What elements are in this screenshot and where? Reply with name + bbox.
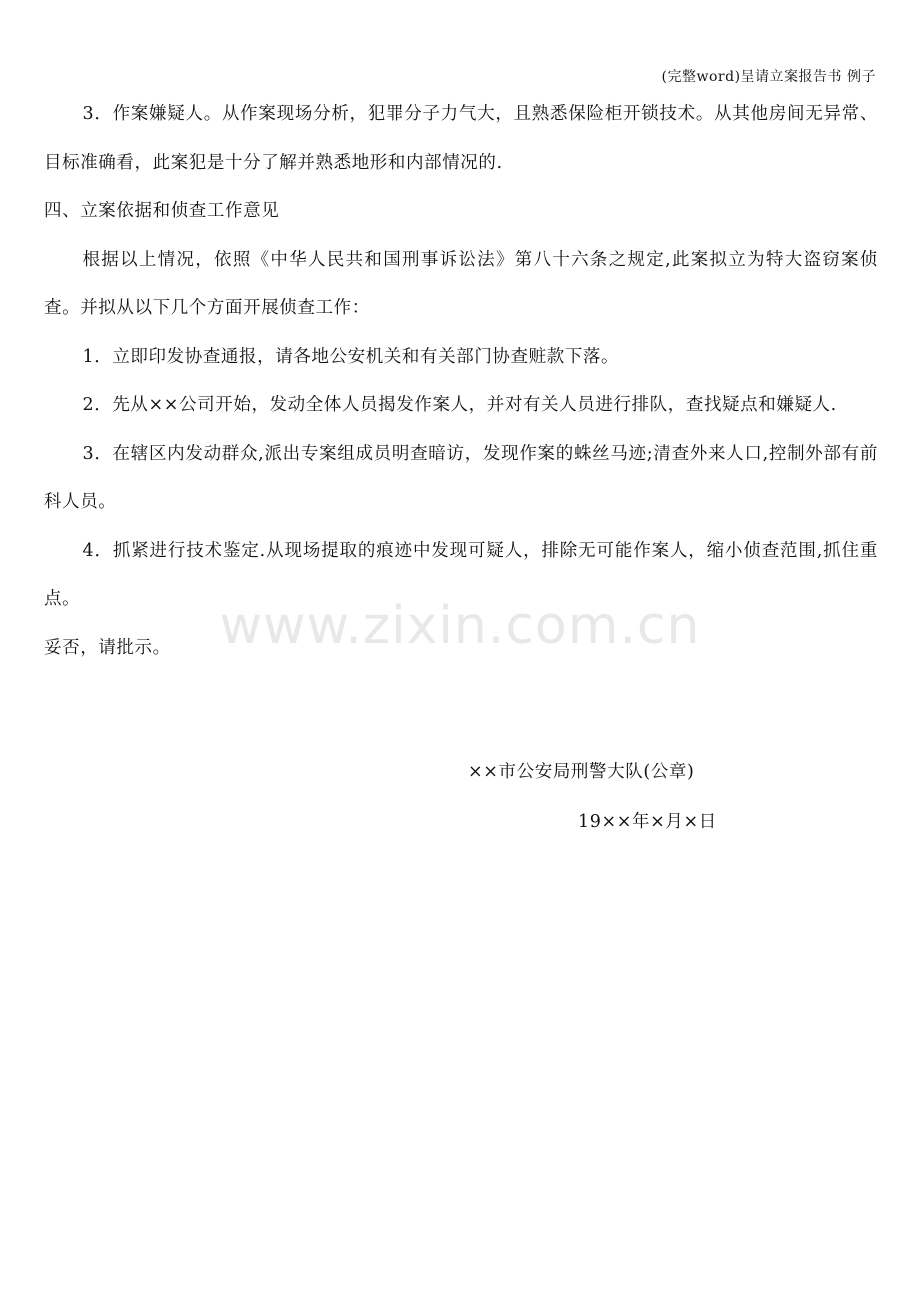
paragraph-item-4: 4．抓紧进行技术鉴定.从现场提取的痕迹中发现可疑人，排除无可能作案人，缩小侦查范围,抓住重点。 — [44, 540, 878, 609]
paragraph-suspect-analysis: 3．作案嫌疑人。从作案现场分析，犯罪分子力气大，且熟悉保险柜开锁技术。从其他房间无异常、目标准确看，此案犯是十分了解并熟悉地形和内部情况的. — [44, 104, 878, 173]
paragraph-item-1: 1．立即印发协查通报，请各地公安机关和有关部门协查赃款下落。 — [82, 346, 620, 367]
signature-organization: ××市公安局刑警大队(公章) — [468, 762, 695, 782]
paragraph-closing-request: 妥否，请批示。 — [44, 637, 171, 658]
document-body — [44, 90, 878, 672]
signature-date: 19××年×月×日 — [578, 812, 717, 832]
paragraph-item-2: 2．先从××公司开始，发动全体人员揭发作案人，并对有关人员进行排队，查找疑点和嫌疑人. — [82, 395, 837, 415]
running-header: (完整word)呈请立案报告书 例子 — [661, 69, 876, 85]
watermark: www.zixin.com.cn — [219, 596, 701, 656]
section-heading-case-basis: 四、立案依据和侦查工作意见 — [44, 201, 280, 221]
paragraph-legal-basis: 根据以上情况，依照《中华人民共和国刑事诉讼法》第八十六条之规定,此案拟立为特大盗窃案侦查。并拟从以下几个方面开展侦查工作： — [44, 249, 878, 318]
paragraph-item-3: 3．在辖区内发动群众,派出专案组成员明查暗访，发现作案的蛛丝马迹;清查外来人口,控制外部有前科人员。 — [44, 443, 878, 512]
